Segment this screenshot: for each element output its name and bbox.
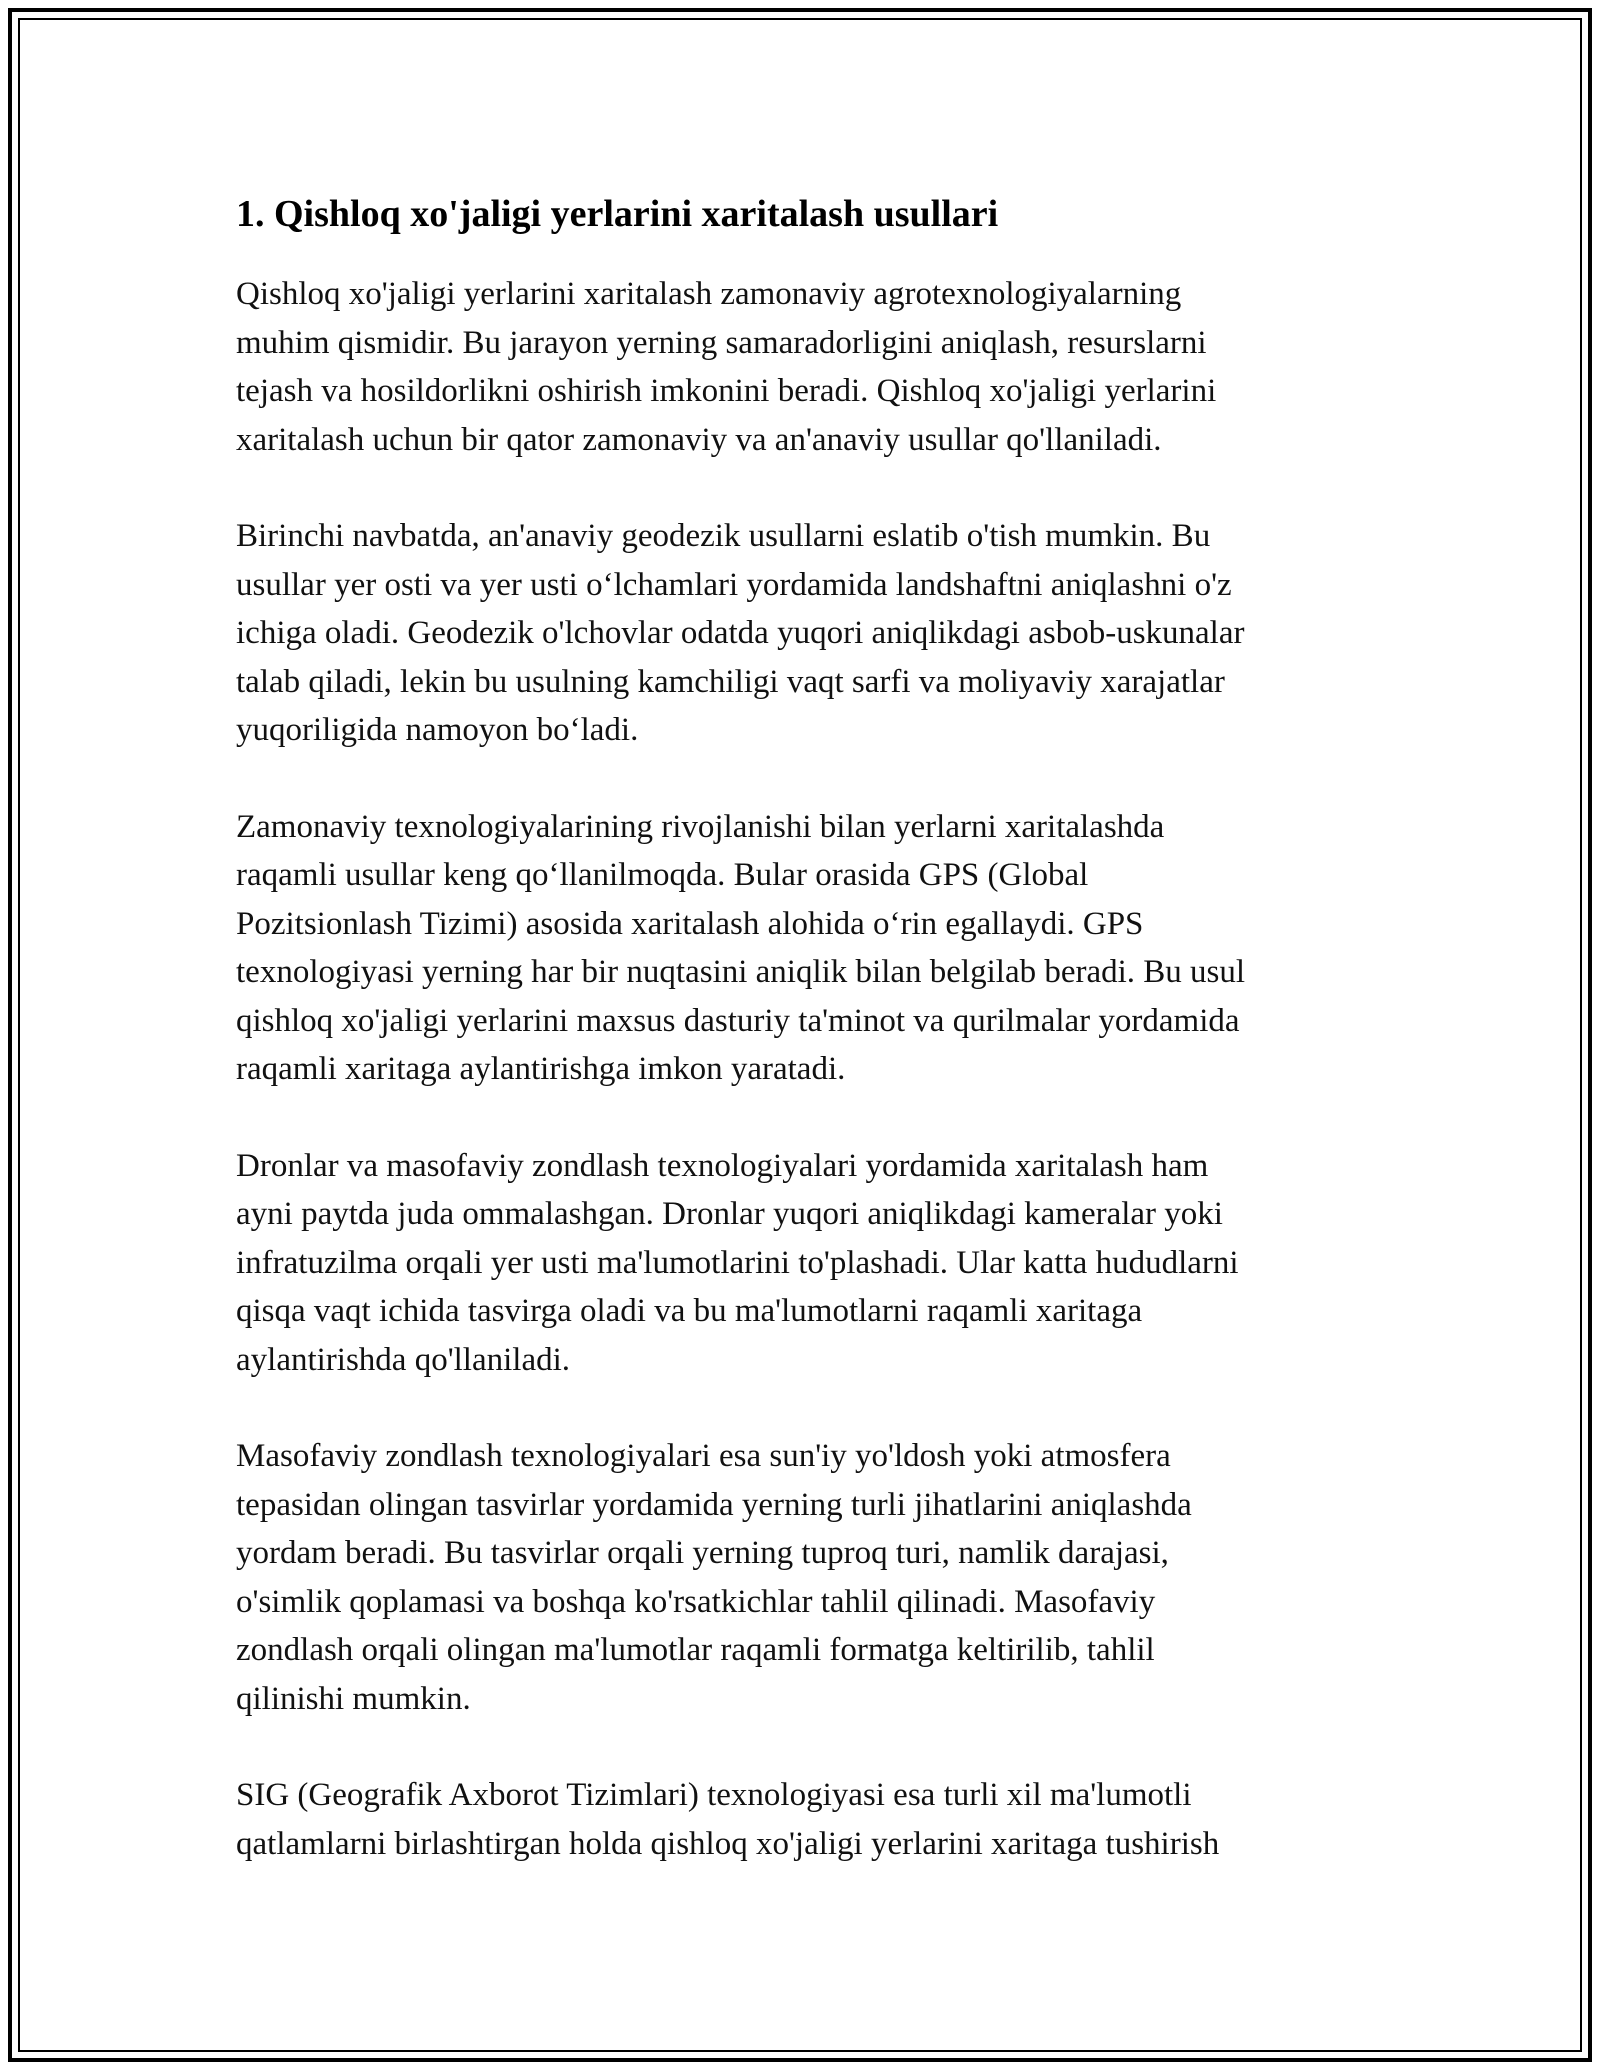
paragraph-remote-sensing bbox=[236, 1432, 1366, 1723]
paragraph-geodetic bbox=[236, 512, 1366, 755]
text-line: qilinishi mumkin. bbox=[236, 1680, 471, 1717]
paragraph-drones bbox=[236, 1142, 1366, 1385]
text-line: aylantirishda qo'llaniladi. bbox=[236, 1341, 571, 1378]
text-line: qisqa vaqt ichida tasvirga oladi va bu ma'lumotlarni raqamli xaritaga bbox=[236, 1293, 1143, 1329]
text-line: tepasidan olingan tasvirlar yordamida yerning turli jihatlarini aniqlashda bbox=[236, 1486, 1192, 1523]
paragraph-gps bbox=[236, 803, 1366, 1094]
text-line: o'simlik qoplamasi va boshqa ko'rsatkichlar tahlil qilinadi. Masofaviy bbox=[236, 1583, 1156, 1620]
section-heading: 1. Qishloq xo'jaligi yerlarini xaritalash usullari bbox=[236, 193, 999, 235]
text-line: Qishloq xo'jaligi yerlarini xaritalash zamonaviy agrotexnologiyalarning bbox=[236, 276, 1182, 312]
text-line: qatlamlarni birlashtirgan holda qishloq xo'jaligi yerlarini xaritaga tushirish bbox=[236, 1825, 1220, 1862]
text-line: Pozitsionlash Tizimi) asosida xaritalash alohida o‘rin egallaydi. GPS bbox=[236, 905, 1144, 942]
text-line: qishloq xo'jaligi yerlarini maxsus dasturiy ta'minot va qurilmalar yordamida bbox=[236, 1002, 1240, 1039]
paragraph-intro bbox=[236, 270, 1366, 464]
text-line: texnologiyasi yerning har bir nuqtasini aniqlik bilan belgilab beradi. Bu usul bbox=[236, 954, 1246, 990]
text-line: raqamli usullar keng qo‘llanilmoqda. Bular orasida GPS (Global bbox=[236, 857, 1089, 893]
text-line: talab qiladi, lekin bu usulning kamchiligi vaqt sarfi va moliyaviy xarajatlar bbox=[236, 663, 1225, 700]
text-line: Birinchi navbatda, an'anaviy geodezik usullarni eslatib o'tish mumkin. Bu bbox=[236, 518, 1211, 554]
text-line: Dronlar va masofaviy zondlash texnologiyalari yordamida xaritalash ham bbox=[236, 1147, 1209, 1184]
text-line: muhim qismidir. Bu jarayon yerning samaradorligini aniqlash, resurslarni bbox=[236, 324, 1207, 361]
text-line: xaritalash uchun bir qator zamonaviy va an'anaviy usullar qo'llaniladi. bbox=[236, 421, 1162, 458]
paragraph-gis bbox=[236, 1771, 1366, 1868]
text-line: yuqoriligida namoyon bo‘ladi. bbox=[236, 712, 639, 748]
text-line: Masofaviy zondlash texnologiyalari esa sun'iy yo'ldosh yoki atmosfera bbox=[236, 1438, 1171, 1474]
text-line: ichiga oladi. Geodezik o'lchovlar odatda yuqori aniqlikdagi asbob-uskunalar bbox=[236, 615, 1245, 651]
text-line: raqamli xaritaga aylantirishga imkon yaratadi. bbox=[236, 1051, 846, 1087]
text-line: ayni paytda juda ommalashgan. Dronlar yuqori aniqlikdagi kameralar yoki bbox=[236, 1196, 1223, 1232]
text-line: Zamonaviy texnologiyalarining rivojlanishi bilan yerlarni xaritalashda bbox=[236, 808, 1165, 845]
text-line: tejash va hosildorlikni oshirish imkonini beradi. Qishloq xo'jaligi yerlarini bbox=[236, 373, 1217, 409]
text-line: usullar yer osti va yer usti o‘lchamlari yordamida landshaftni aniqlashni o'z bbox=[236, 566, 1232, 603]
document-body bbox=[236, 188, 1366, 1916]
text-line: infratuzilma orqali yer usti ma'lumotlarini to'plashadi. Ular katta hududlarni bbox=[236, 1244, 1239, 1281]
text-line: SIG (Geografik Axborot Tizimlari) texnologiyasi esa turli xil ma'lumotli bbox=[236, 1777, 1192, 1813]
text-line: zondlash orqali olingan ma'lumotlar raqamli formatga keltirilib, tahlil bbox=[236, 1632, 1155, 1668]
text-line: yordam beradi. Bu tasvirlar orqali yerning tuproq turi, namlik darajasi, bbox=[236, 1535, 1169, 1571]
